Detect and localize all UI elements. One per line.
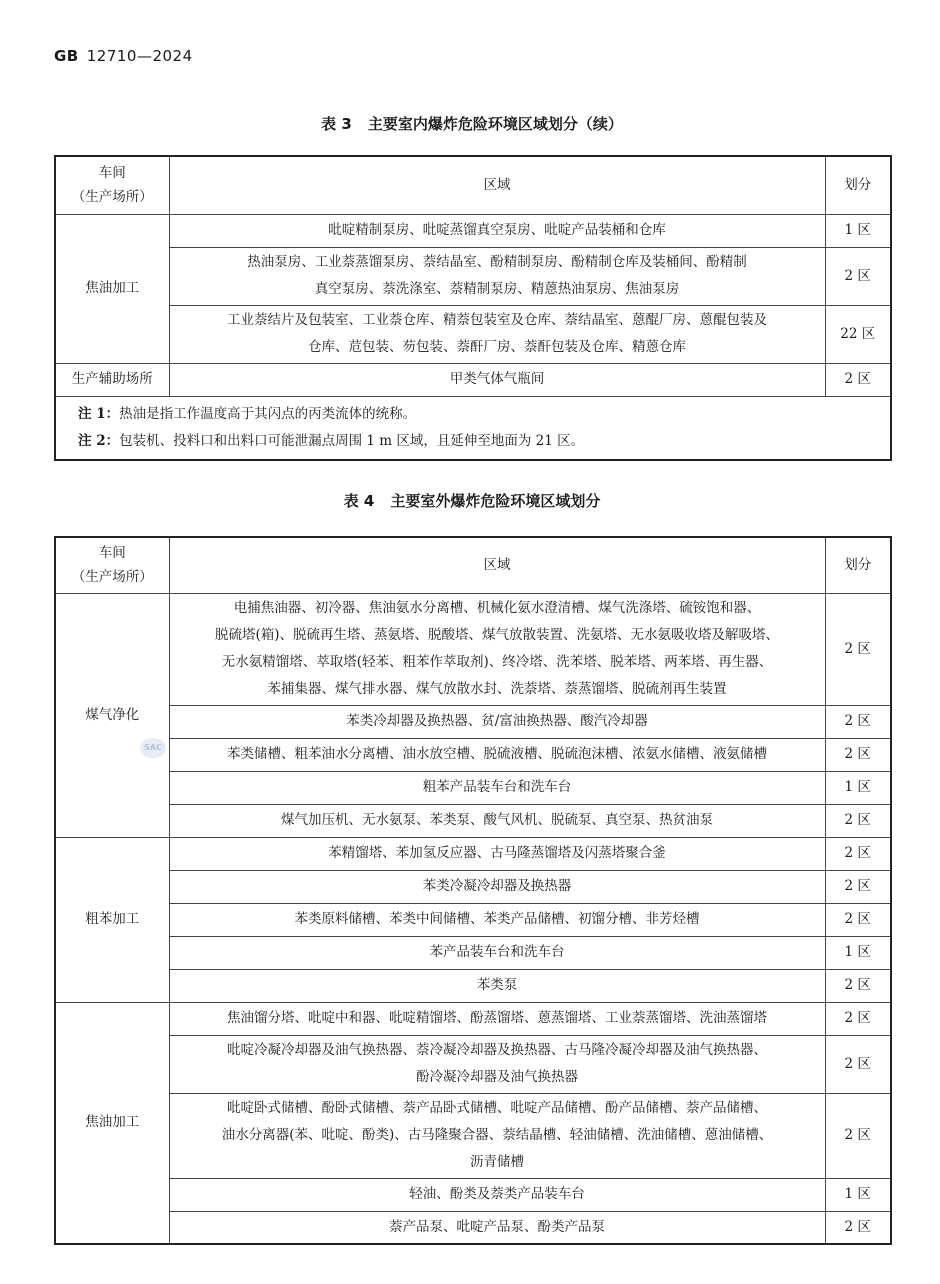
workshop-cell: 煤气净化 [55, 593, 169, 837]
zone-cell: 2 区 [825, 903, 891, 936]
area-cell [169, 903, 825, 936]
area-line: 粗苯产品装车台和洗车台 [422, 779, 572, 795]
area-cell [169, 214, 825, 247]
table-row [55, 1093, 891, 1178]
zone-cell: 2 区 [825, 804, 891, 837]
area-line: 苯捕集器、煤气排水器、煤气放散水封、洗萘塔、萘蒸馏塔、脱硫剂再生装置 [267, 681, 727, 697]
note-line [78, 401, 868, 428]
header-zone: 划分 [825, 537, 891, 593]
area-line: 萘产品泵、吡啶产品泵、酚类产品泵 [389, 1218, 605, 1235]
area-line: 吡啶卧式储槽、酚卧式储槽、萘产品卧式储槽、吡啶产品储槽、酚产品储槽、萘产品储槽、 [227, 1100, 767, 1116]
table-row [55, 1178, 891, 1211]
zone-cell: 22 区 [825, 305, 891, 363]
area-line: 仓库、苊包装、芴包装、萘酐厂房、萘酐包装及仓库、精蒽仓库 [308, 339, 686, 355]
table-row [55, 705, 891, 738]
standard-code [54, 47, 193, 65]
area-line: 苯类冷却器及换热器、贫/富油换热器、酸汽冷却器 [346, 713, 648, 729]
area-line: 轻油、酚类及萘类产品装车台 [409, 1186, 585, 1202]
workshop-cell: 生产辅助场所 [55, 363, 169, 396]
table3 [54, 155, 892, 461]
area-line: 脱硫塔(箱)、脱硫再生塔、蒸氨塔、脱酸塔、煤气放散装置、洗氨塔、无水氨吸收塔及解吸塔、 [214, 627, 780, 643]
note-label: 注 1： [78, 405, 120, 422]
area-line: 苯类冷凝冷却器及换热器 [422, 878, 572, 894]
table-row [55, 593, 891, 705]
note-line [78, 428, 868, 455]
area-cell [169, 969, 825, 1002]
zone-cell: 2 区 [825, 870, 891, 903]
area-line: 吡啶精制泵房、吡啶蒸馏真空泵房、吡啶产品装桶和仓库 [328, 222, 666, 238]
table-row [55, 363, 891, 396]
header-workshop-line2: （生产场所） [71, 569, 153, 586]
area-line: 热油泵房、工业萘蒸馏泵房、萘结晶室、酚精制泵房、酚精制仓库及装桶间、酚精制 [247, 254, 747, 270]
area-cell [169, 1211, 825, 1244]
table-row [55, 1002, 891, 1035]
header-workshop-line2: （生产场所） [71, 189, 153, 206]
area-line: 苯类泵 [476, 977, 518, 993]
table-row [55, 903, 891, 936]
standard-number: 12710—2024 [86, 47, 193, 65]
table-row [55, 771, 891, 804]
area-line: 吡啶冷凝冷却器及油气换热器、萘冷凝冷却器及换热器、古马隆冷凝冷却器及油气换热器、 [227, 1042, 767, 1058]
area-cell [169, 363, 825, 396]
area-cell [169, 936, 825, 969]
zone-cell: 2 区 [825, 1211, 891, 1244]
area-line: 工业萘结片及包装室、工业萘仓库、精萘包装室及仓库、萘结晶室、蒽醌厂房、蒽醌包装及 [227, 312, 767, 328]
zone-cell: 1 区 [825, 214, 891, 247]
zone-cell: 2 区 [825, 1093, 891, 1178]
sac-watermark: SAC [140, 738, 166, 758]
area-cell [169, 771, 825, 804]
table-row [55, 969, 891, 1002]
area-cell [169, 247, 825, 305]
zone-cell: 2 区 [825, 837, 891, 870]
note-label: 注 2： [78, 432, 120, 449]
table-row [55, 305, 891, 363]
table4-caption [54, 490, 890, 511]
zone-cell: 2 区 [825, 593, 891, 705]
table-row [55, 247, 891, 305]
table3-caption [54, 113, 890, 134]
zone-cell: 2 区 [825, 363, 891, 396]
area-cell [169, 305, 825, 363]
header-workshop [55, 537, 169, 593]
note-text: 包装机、投料口和出料口可能泄漏点周围 1 m 区域，且延伸至地面为 21 区。 [119, 432, 585, 449]
notes-cell [55, 396, 891, 460]
area-line: 真空泵房、萘洗涤室、萘精制泵房、精蒽热油泵房、焦油泵房 [314, 281, 680, 297]
zone-cell: 2 区 [825, 1035, 891, 1093]
zone-cell: 1 区 [825, 1178, 891, 1211]
table-row [55, 1211, 891, 1244]
header-workshop-line1: 车间 [98, 545, 126, 562]
header-row [55, 537, 891, 593]
area-line: 苯产品装车台和洗车台 [429, 944, 565, 960]
workshop-cell: 焦油加工 [55, 214, 169, 363]
table-row [55, 214, 891, 247]
area-cell [169, 1178, 825, 1211]
zone-cell: 2 区 [825, 969, 891, 1002]
standard-prefix: GB [54, 47, 79, 65]
area-line: 无水氨精馏塔、萃取塔(轻苯、粗苯作萃取剂)、终冷塔、洗苯塔、脱苯塔、两苯塔、再生器、 [221, 654, 773, 670]
table3-title: 主要室内爆炸危险环境区域划分（续） [367, 115, 623, 133]
area-line: 苯类原料储槽、苯类中间储槽、苯类产品储槽、初馏分槽、非芳烃槽 [294, 911, 700, 927]
area-line: 电捕焦油器、初冷器、焦油氨水分离槽、机械化氨水澄清槽、煤气洗涤塔、硫铵饱和器、 [233, 600, 761, 616]
zone-cell: 2 区 [825, 247, 891, 305]
header-zone: 划分 [825, 156, 891, 214]
zone-cell: 2 区 [825, 1002, 891, 1035]
area-cell [169, 837, 825, 870]
area-line: 苯精馏塔、苯加氢反应器、古马隆蒸馏塔及闪蒸塔聚合釜 [328, 845, 666, 861]
area-line: 苯类储槽、粗苯油水分离槽、油水放空槽、脱硫液槽、脱硫泡沫槽、浓氨水储槽、液氨储槽 [227, 746, 767, 762]
zone-cell: 1 区 [825, 771, 891, 804]
header-row [55, 156, 891, 214]
table-row [55, 1035, 891, 1093]
area-line: 煤气加压机、无水氨泵、苯类泵、酸气风机、脱硫泵、真空泵、热贫油泵 [281, 812, 713, 828]
table-row [55, 837, 891, 870]
header-area: 区域 [169, 537, 825, 593]
area-line: 酚冷凝冷却器及油气换热器 [416, 1069, 578, 1085]
header-workshop [55, 156, 169, 214]
header-workshop-line1: 车间 [98, 165, 126, 182]
table-row [55, 870, 891, 903]
area-cell [169, 738, 825, 771]
table4-title: 主要室外爆炸危险环境区域划分 [390, 492, 601, 510]
area-cell [169, 705, 825, 738]
note-text: 热油是指工作温度高于其闪点的丙类流体的统称。 [119, 405, 417, 422]
area-cell [169, 1093, 825, 1178]
area-cell [169, 1035, 825, 1093]
zone-cell: 2 区 [825, 705, 891, 738]
table4-number: 表 4 [343, 492, 375, 510]
table4 [54, 536, 892, 1245]
table-row [55, 936, 891, 969]
workshop-cell: 粗苯加工 [55, 837, 169, 1002]
area-line: 沥青储槽 [470, 1154, 524, 1170]
notes-row [55, 396, 891, 460]
header-area: 区域 [169, 156, 825, 214]
area-cell [169, 870, 825, 903]
workshop-cell: 焦油加工 [55, 1002, 169, 1244]
area-line: 油水分离器(苯、吡啶、酚类)、古马隆聚合器、萘结晶槽、轻油储槽、洗油储槽、蒽油储槽、 [221, 1127, 773, 1143]
area-cell [169, 804, 825, 837]
table-row [55, 738, 891, 771]
table3-number: 表 3 [321, 115, 352, 133]
zone-cell: 2 区 [825, 738, 891, 771]
area-cell [169, 593, 825, 705]
zone-cell: 1 区 [825, 936, 891, 969]
area-line: 焦油馏分塔、吡啶中和器、吡啶精馏塔、酚蒸馏塔、蒽蒸馏塔、工业萘蒸馏塔、洗油蒸馏塔 [227, 1010, 767, 1026]
area-line: 甲类气体气瓶间 [449, 371, 545, 387]
area-cell [169, 1002, 825, 1035]
table-row [55, 804, 891, 837]
